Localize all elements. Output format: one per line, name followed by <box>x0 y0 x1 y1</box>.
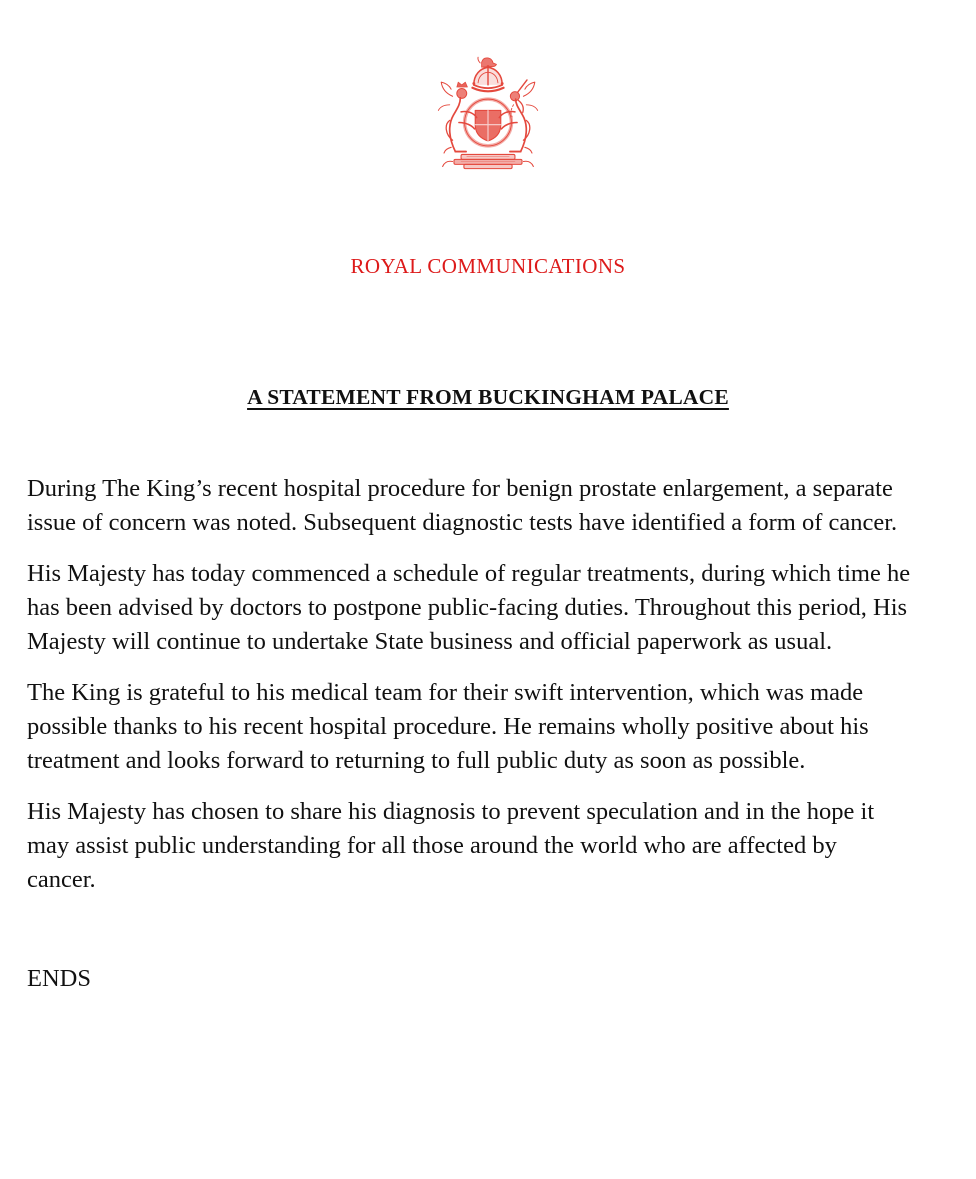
statement-paragraph: During The King’s recent hospital procedure for benign prostate enlargement, a separate issue of concern was noted. Subsequent diagnostic tests have identified a form of cancer. <box>27 475 898 536</box>
statement-document <box>0 38 976 1179</box>
royal-coat-of-arms-icon <box>410 38 566 190</box>
statement-title: A STATEMENT FROM BUCKINGHAM PALACE <box>247 385 729 409</box>
ends-marker: ENDS <box>27 965 91 992</box>
org-name: ROYAL COMMUNICATIONS <box>350 254 626 278</box>
statement-paragraph: The King is grateful to his medical team for their swift intervention, which was made possible thanks to his recent hospital procedure. He remains wholly positive about his treatment and looks forward to returning to full public duty as soon as possible. <box>27 679 869 774</box>
statement-paragraph: His Majesty has chosen to share his diagnosis to prevent speculation and in the hope it may assist public understanding for all those around the world who are affected by cancer. <box>27 798 875 893</box>
statement-paragraph: His Majesty has today commenced a schedule of regular treatments, during which time he has been advised by doctors to postpone public-facing duties. Throughout this period, His Majesty will continue to undertake State business and official paperwork as usual. <box>27 560 911 655</box>
statement-body <box>0 472 911 897</box>
